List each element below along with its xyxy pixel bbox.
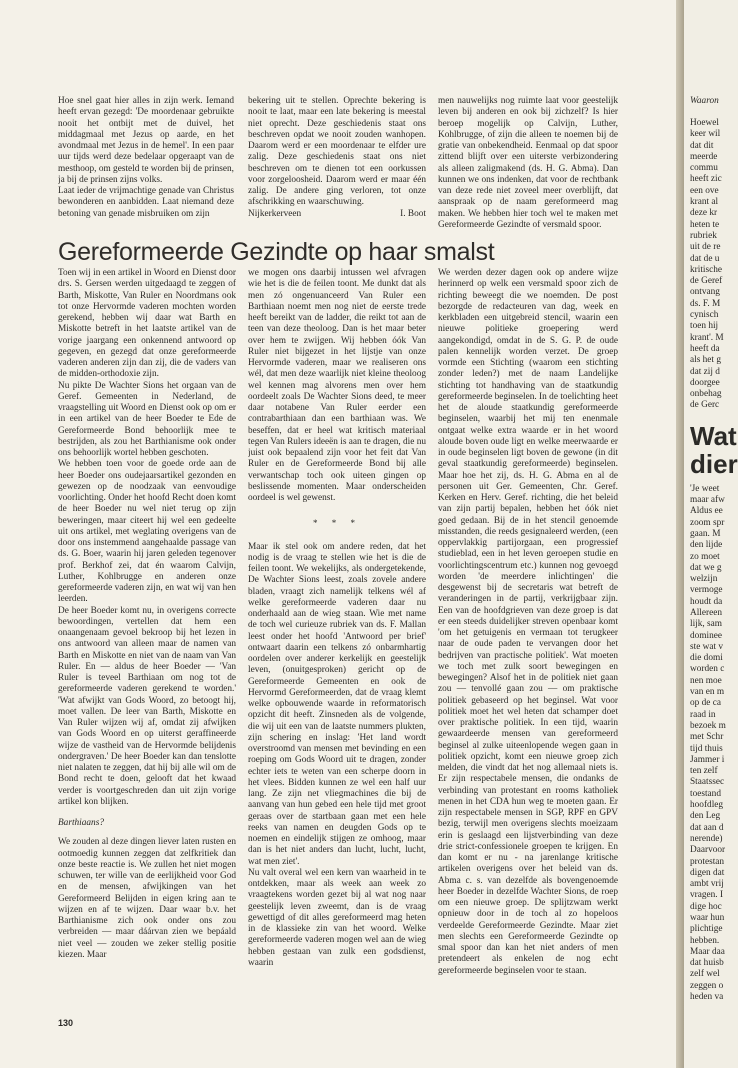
next-page-line: ten zelf — [690, 766, 718, 777]
next-page-line: heden va — [690, 992, 724, 1003]
paragraph: Nu valt overal wel een kern van waarheid in te ontdekken, maar als week aan week zo vraagtekens worden gezet bij al wat nog naar geestelijk leven zweemt, dan is de vraag gewettigd of dit alles gereformeerd mag heten in de klassieke zin van het woord. Welke gereformeerde vaderen mogen wel aan de wieg hebben gestaan van zulk een godsdienst, waarin — [248, 867, 426, 968]
next-page-line: 'Je weet — [690, 483, 720, 494]
next-page-italic: Waaron — [690, 96, 719, 106]
next-page-line: den lijde — [690, 540, 723, 551]
next-page-line: den Leg — [690, 811, 721, 822]
next-page-line: Aldus ee — [690, 506, 723, 517]
next-page-line: die domi — [690, 653, 723, 664]
next-page-line: kritische — [690, 264, 723, 275]
next-page-line: dat de u — [690, 253, 720, 264]
next-page-line: tijd thuis — [690, 743, 723, 754]
next-page-line: protestan — [690, 856, 725, 867]
next-page-line: krant'. M — [690, 332, 724, 343]
next-page-line: bezoek m — [690, 720, 726, 731]
next-page-line: dige hoc — [690, 901, 722, 912]
paragraph: Maar ik stel ook om andere reden, dat het nodig is de vraag te stellen wie het is die de feilen toont. We wekelijks, als ondergetekende, De Wachter Sions leest, zoals zovele andere bladen, vraagt zich namelijk telkens wél af welke gereformeerde vaderen daar nu onderhaald aan de wieg staan. Wie met name de toch wel curieuze rubriek van ds. F. Mallan leest onder het hoofd 'Antwoord per brief' ontwaart daarin een telkens zó onbarmhartig oordelen over anderer kerkelijk en geestelijk leven, (onuitgesproken) gericht op de Gereformeerde Gemeenten en ook de Hervormd Gereformeerden, dat de vraag klemt welke opbouwende waarde in reformatorisch opzicht dit heeft. Zinsneden als de volgende, die wij uit een van de laatste nummers plukten, zijn schering en inslag: 'Het land wordt overstroomd van mensen met bevinding en een roeping om Gods Woord uit te dragen, zonder echter iets te weten van een scherpe doorn in het vlees. Bidden kunnen ze wel een half uur lang. Ze zijn net vliegmachines die bij de aanvang van hun gebed een hele tijd met groot geraas over de startbaan gaan met een hele reeks van namen en deugden Gods op te noemen en eindelijk stijgen ze omhoog, maar dan is het niet anders dan lucht, lucht, lucht, wat men ziet'. — [248, 541, 426, 867]
next-page-fragment — [684, 0, 738, 1068]
next-page-line: plichtige — [690, 924, 723, 935]
next-page-line: welzijn — [690, 574, 718, 585]
next-page-line: dominee — [690, 630, 723, 641]
next-page-line: houdt da — [690, 596, 723, 607]
next-page-line: van en m — [690, 687, 725, 698]
next-page-line: als het g — [690, 355, 721, 366]
section-separator: * * * — [313, 518, 361, 529]
subheading-barthiaans: Barthiaans? — [58, 818, 104, 828]
article-title: Gereformeerde Gezindte op haar smalst — [58, 238, 495, 266]
next-page-line: een ove — [690, 185, 719, 196]
next-page-line: zeggen o — [690, 980, 724, 991]
next-page-line: vragen. I — [690, 890, 724, 901]
paragraph: men nauwelijks nog ruimte laat voor geestelijk leven bij anderen en ook bij zichzelf? Is hier beroep mogelijk op Calvijn, Luther, Kohlbrugge, of zijn die alleen te noemen bij de gratie van onbekendheid. Eenmaal op dat spoor zittend blijft over een uiterste verbizondering als alleen zaligmakend (ds. H. G. Abma). Dan kunnen we ons indenken, dat voor de rechtbank van deze rede niet zoveel meer overblijft, dat aanspraak op de naam gereformeerd mag maken. We hebben hier toch wel te maken met Gereformeerde Gezindte of versmald spoor. — [438, 96, 618, 230]
paragraph: we mogen ons daarbij intussen wel afvragen wie het is die de feilen toont. Me dunkt dat als men zó ongenuanceerd Van Ruler een Barthiaan noemt men nog niet de eerste trede heeft bereikt van de ladder, die reikt tot aan de teen van deze theoloog. Dan is het maar beter over hem te zwijgen. Wij hebben óók Van Ruler niet bijgezet in het lijstje van onze Hervormde vaderen, maar we realiseren ons wél, dat men deze waarlijk niet kleine theoloog wel kennen mag alvorens men over hem oordeelt zoals De Wachter Sions deed, te meer daar notabene Van Ruler eerder een contrabarthiaan dan een barthiaan was. We beseffen, dat er heel wat kritisch materiaal tegen Van Rulers ideeën is aan te dragen, die nu juist ook bepaalend zijn voor het feit dat Van Ruler en de Gereformeerde Bond bij alle verwantschap toch ook uiteen gingen op beslissende momenten. Maar onderscheiden oordeel is wel gewenst. — [248, 268, 426, 503]
page-gutter — [676, 0, 684, 1068]
next-page-line: hoofdleg — [690, 800, 724, 811]
top-column-2 — [248, 96, 426, 218]
next-page-line: dat zij d — [690, 366, 720, 377]
top-column-3 — [438, 96, 618, 236]
next-page-line: meerde — [690, 151, 718, 162]
next-page-line: met Schr — [690, 732, 724, 743]
next-page-line: Allereen — [690, 607, 723, 618]
next-page-line: ds. F. M — [690, 298, 721, 309]
next-page-line: nerende) — [690, 833, 723, 844]
next-page-line: vermoge — [690, 585, 723, 596]
next-page-line: deze kr — [690, 208, 718, 219]
next-page-heading — [690, 422, 738, 478]
heading-line: dier — [690, 448, 738, 479]
next-page-line: worden c — [690, 664, 725, 675]
next-page-line: Hoewel — [690, 118, 719, 128]
paragraph: De heer Boeder komt nu, in overigens correcte bewoordingen, vertellen dat hem een onaangenaam gevoel bekroop bij het lezen in ons antwoord van alleen maar de namen van Barth en Miskotte en niet van de naam van Van Ruler. En — aldus de heer Boeder — 'Van Ruler is teveel Barthiaan om nog tot de gereformeerde vaderen gerekend te worden.' 'Wat afwijkt van Gods Woord, zo betoogt hij, moet vallen. De leer van Barth, Miskotte en Van Ruler wijzen wij af, omdat zij afwijken van Gods Woord en op uiterst geraffineerde wijze de vastheid van de Hervormde belijdenis ondergraven.' De heer Boeder kan dan tenslotte niet nalaten te zeggen, dat hij bij alle wil om de Bond recht te doen, gelooft dat het kwaad verder is voortgeschreden dan uit zijn vorige artikel kon blijken. — [58, 605, 236, 807]
article-column-3 — [438, 268, 618, 1013]
next-page-line: onbehag — [690, 389, 722, 400]
next-page-line: op de ca — [690, 698, 721, 709]
next-page-line: doorgee — [690, 377, 720, 388]
next-page-line: maar afw — [690, 495, 725, 506]
next-page-line: commu — [690, 163, 718, 174]
next-page-line: de Gerc — [690, 400, 720, 411]
signature-place: Nijkerkerveen — [248, 208, 302, 218]
paragraph: Toen wij in een artikel in Woord en Dienst door drs. S. Gersen werden uitgedaagd te zeggen of Barth, Miskotte, Van Ruler en Noordmans ook tot onze Hervormde vaderen mochten worden gerekend, hebben wij daar wat Barth en Miskotte betreft in het laatste artikel van de vorige jaargang een onkennend antwoord op gegeven, en gezegd dat onze gereformeerde vaderen anderen zijn dan zij, die de vaders van de midden-orthodoxie zijn. — [58, 268, 236, 380]
next-page-line: raad in — [690, 709, 716, 720]
next-page-line: toen hij — [690, 321, 719, 332]
next-page-line: heeft da — [690, 343, 720, 354]
next-page-line: ste wat v — [690, 641, 724, 652]
article-column-1 — [58, 268, 236, 1013]
next-page-line: heeft zic — [690, 174, 722, 185]
next-page-line: lijk, sam — [690, 619, 723, 630]
next-page-line: de Geref — [690, 276, 723, 287]
next-page-line: dat huisb — [690, 958, 724, 969]
next-page-line: zo moet — [690, 551, 720, 562]
paragraph: We werden dezer dagen ook op andere wijze herinnerd op welk een versmald spoor zich de richting beweegt die we noemden. De post bezorgde de redacteuren van dag, week en kerkbladen een uitgebreid stencil, waarin een nieuwe politieke groepering werd aangekondigd, omdat in de S. G. P. de oude palen kennelijk worden verzet. De groep vormde een Stichting (waarom een stichting zonder leden?) met de naam Landelijke stichting tot handhaving van de staatkundig gereformeerde beginselen. In de toelichting heet het de aloude staatkundig gereformeerde beginselen, waarbij het mij ten enenmale ontgaat welke extra waarde er in het woord aloude boven oude ligt en welke meerwaarde er in oude beginselen ligt boven de gewone (in dit geval staatkundig gereformeerde) beginselen. Maar hoe het zij, ds. H. G. Abma en al de personen uit Ger. Gemeenten, Chr. Geref. Kerken en Herv. Geref. richting, die het beleid van zijn partij bepalen, hebben het óók niet goed gedaan. Bij de in het stencil genoemde misstanden, die reeds gesignaleerd werden, (een oppervlakkig partijorgaan, een progressief studieblad, een in het leven geroepen studie en voorlichtingscentrum etc.) kunnen nog gevoegd worden 'de meerdere inlichtingen' die desgewenst bij de secretaris wat betreft de veranderingen in de partij, verkrijgbaar zijn. Een van de hoofdgrieven van deze groep is dat er een steeds duidelijker streven openbaar komt 'om het getuigenis en vermaan tot terugkeer naar de oude paden te vervangen door het bedrijven van practische politiek'. Wat moeten we toch met zulk soort bewegingen en bewegingen? Alsof het in de politiek niet gaan zou — tenvollé gaan zou — om praktische politiek gebaseerd op het beginsel. Wat voor politiek moet het wel heten dat schamper doet over praktische politiek. In een tijd, waarin gewaardeerde mensen van gereformeerd beginsel al zulke uiteenlopende wegen gaan in politiek opzicht, komt een nieuwe groep zich melden, die vindt dat het nog allemaal niets is. Er zijn respectabele mensen, die ondanks de verbinding van protestant en rooms katholiek menen in het CDA hun weg te moeten gaan. Er zijn respectabele mensen in SGP, RPF en GPV bezig, terwijl men overigens slechts moeizaam erin is geslaagd een lijstverbinding van deze drie strict-confessionele groepen te krijgen. En dan komt er nu - na jarenlange kritische artikelen overigens over het beleid van ds. Abma c. s. van dezelfde als bovengenoemde heer Boeder in dezelfde Wachter Sions, de roep om een nieuwe groep. De splijtzwam werkt opnieuw door in de toch al zo hopeloos verdeelde Gereformeerde Gezindte. Maar ziet men slechts een Gereformeerde Gezindte op smal spoor dan kan het niet anders of men pretendeert als enkelen de nog echt gereformeerde beginselen voor te staan. — [438, 268, 618, 976]
next-page-line: rubriek — [690, 230, 717, 241]
next-page-lines-b — [690, 484, 738, 1004]
next-page-line: hebben. — [690, 935, 720, 946]
next-page-line: heten te — [690, 219, 720, 230]
next-page-line: Staatssec — [690, 777, 725, 788]
paragraph: We hebben toen voor de goede orde aan de heer Boeder ons oudejaarsartikel gezonden en gewezen op de noodzaak van eenvoudige voorlichting. Onder het hoofd Recht doen komt de heer Boeder nu wel niet terug op zijn beweringen, maar citeert hij wel een gedeelte uit ons artikel, met weglating overigens van de door ons instemmend aangehaalde passage van ds. G. Boer, waarin hij jaren geleden tegenover prof. Berkhof zei, dat én waarom Calvijn, Luther, Kohlbrugge en anderen onze gereformeerde vaderen zijn, en wat wij van hen leerden. — [58, 459, 236, 605]
next-page-line: keer wil — [690, 129, 721, 140]
next-page-line: krant al — [690, 197, 719, 208]
paragraph: We zouden al deze dingen liever laten rusten en ootmoedig kunnen zeggen dat zelfkritiek dan onze beste reactie is. We zullen het niet mogen schuwen, ter wille van de eerlijkheid voor God en de mensen, afwijkingen van het Gereformeerd Belijden in eigen kring aan te wijzen en af te wijzen. Daar waar b.v. het Barthianisme zich ook onder ons zou verbreiden — maar dáárvan zien we bepáald niet veel — zouden we zeker stellig positie kiezen. Maar — [58, 837, 236, 960]
next-page-line: uit de re — [690, 242, 721, 253]
page-number: 130 — [58, 1018, 74, 1028]
paragraph: Hoe snel gaat hier alles in zijn werk. Iemand heeft ervan gezegd: 'De moordenaar gebruikte nooit het ontbijt met de duivel, het middagmaal met Jezus op aarde, en het avondmaal met Jezus in de hemel'. In een paar uur tijds werd deze bedelaar opgeraapt van de mesthoop, om gesteld te worden bij de prinsen, ja bij de prinsen zijns volks. — [58, 96, 234, 185]
next-page-line: Maar daa — [690, 946, 725, 957]
signature — [248, 209, 426, 219]
signature-author: I. Boot — [400, 208, 426, 218]
paragraph: Nu pikte De Wachter Sions het orgaan van de Geref. Gemeenten in Nederland, de vraagstelling uit Woord en Dienst ook op om er in een artikel van de heer Boeder te Ede de Gereformeerde Bond behoorlijk mee te bestrijden, als zou het Barthianisme ook onder ons behoorlijk wortel hebben geschoten. — [58, 380, 236, 458]
paragraph: Laat ieder de vrijmachtige genade van Christus bewonderen en aanbidden. Laat niemand deze betoning van genade misbruiken om zijn — [58, 186, 234, 218]
next-page-line: ontvang — [690, 287, 720, 298]
next-page-line: dat dit — [690, 140, 714, 151]
next-page-line: ambt vrij — [690, 879, 724, 890]
next-page-line: zelf wel — [690, 969, 720, 980]
next-page-line: toestand — [690, 788, 721, 799]
next-page-line: cynisch — [690, 310, 719, 321]
next-page-line: dat we g — [690, 562, 722, 573]
paragraph: bekering uit te stellen. Oprechte bekering is nooit te laat, maar een late bekering is meestal niet oprecht. Deze geschiedenis staat ons beschreven opdat we nooit zouden wanhopen. Daarom werd er een moordenaar te elfder ure zalig. Deze geschiedenis staat ons niet beschreven om te dienen tot een oorkussen voor zorgeloosheid. Daarom werd er maar één zalig. De andere ging verloren, tot onze afschrikking en waarschuwing. — [248, 96, 426, 208]
next-page-line: dat aan d — [690, 822, 724, 833]
heading-line: Wat — [690, 420, 737, 451]
next-page-lines-a — [690, 118, 738, 412]
next-page-line: Daarvoor — [690, 845, 726, 856]
next-page-line: Jammer i — [690, 754, 725, 765]
top-column-1 — [58, 96, 234, 218]
next-page-line: zoom spr — [690, 517, 725, 528]
next-page-line: gaan. M — [690, 528, 721, 539]
article-column-2 — [248, 268, 426, 1013]
next-page-line: waar hun — [690, 913, 725, 923]
next-page-line: digen dat — [690, 867, 725, 878]
next-page-line: nen moe — [690, 675, 722, 686]
